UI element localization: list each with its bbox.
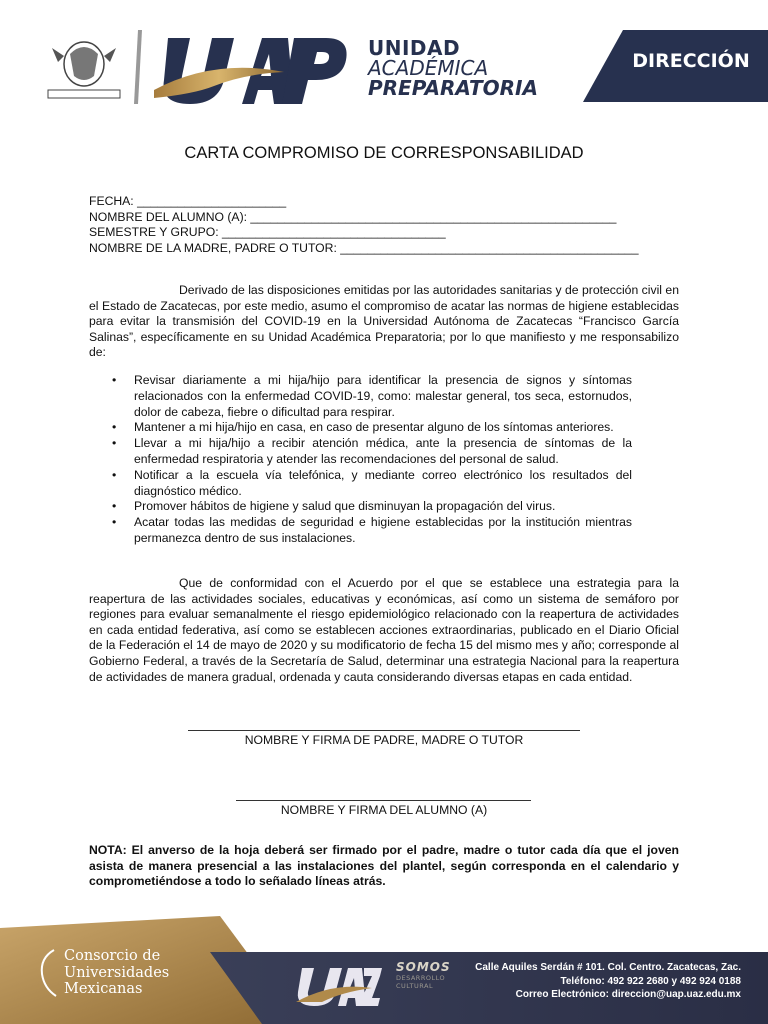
consorcio-line2: Universidades — [64, 964, 170, 981]
somos-line2: DESARROLLO — [396, 974, 446, 982]
parent-signature-label: NOMBRE Y FIRMA DE PADRE, MADRE O TUTOR — [244, 733, 524, 747]
unit-title — [368, 38, 538, 98]
list-item: • Acatar todas las medidas de seguridad e higiene establecidas por la institución mientras permanezca dentro de sus instalaciones. — [110, 515, 632, 547]
form-fields — [89, 194, 679, 256]
somos-line1: SOMOS — [396, 960, 451, 974]
intro-paragraph-text: Derivado de las disposiciones emitidas por las autoridades sanitarias y de protección civil en el Estado de Zacatecas, por este medio, asumo el compromiso de acatar las normas de higiene establecidas para evitar la transmisión del COVID-19 en la Universidad Autónoma de Zacatecas “Francisco García Salinas”, específicamente en su Unidad Académica Preparatoria; por lo que manifiesto y me responsabilizo de: — [89, 283, 679, 360]
letterhead — [0, 0, 768, 125]
list-item: • Notificar a la escuela vía telefónica, y mediante correo electrónico los resultados del diagnóstico médico. — [110, 468, 632, 500]
uaz-logo-icon — [292, 962, 382, 1008]
unit-title-line2: ACADÉMICA — [368, 56, 489, 80]
student-signature-label: NOMBRE Y FIRMA DEL ALUMNO (A) — [280, 803, 488, 817]
unit-title-line3: PREPARATORIA — [368, 76, 538, 100]
student-signature-line[interactable] — [236, 800, 531, 801]
student-name-field[interactable]: NOMBRE DEL ALUMNO (A): ______________________________________________________ — [89, 209, 617, 224]
address-text: Calle Aquiles Serdán # 101. Col. Centro. Zacatecas, Zac. — [475, 962, 741, 973]
uap-logo-icon — [134, 28, 354, 106]
commitment-list — [110, 373, 632, 547]
list-item: • Llevar a mi hija/hijo a recibir atención médica, ante la presencia de síntomas de la enfermedad respiratoria y atender las recomendaciones del personal de salud. — [110, 436, 632, 468]
consorcio-line3: Mexicanas — [64, 981, 143, 997]
somos-logo — [396, 960, 451, 990]
section-label: DIRECCIÓN — [632, 50, 750, 72]
intro-paragraph — [89, 283, 679, 361]
parent-signature-line[interactable] — [188, 730, 580, 731]
semester-group-field[interactable]: SEMESTRE Y GRUPO: _________________________________ — [89, 225, 446, 240]
date-field[interactable]: FECHA: ______________________ — [89, 194, 287, 208]
list-item: • Promover hábitos de higiene y salud que disminuyan la propagación del virus. — [110, 499, 632, 515]
note-text: NOTA: El anverso de la hoja deberá ser firmado por el padre, madre o tutor cada día que el joven asista de manera presencial a las instalaciones del plantel, según corresponda en el calendario y comprometiéndose a todo lo señalado líneas atrás. — [89, 843, 679, 889]
phone-text: Teléfono: 492 922 2680 y 492 924 0188 — [560, 975, 741, 987]
parent-signature-block — [0, 730, 768, 747]
university-seal-icon — [44, 36, 124, 100]
agreement-paragraph-text: Que de conformidad con el Acuerdo por el que se establece una estrategia para la reapertura de las actividades sociales, educativas y económicas, así como un sistema de semáforo por regiones para evaluar semanalmente el riesgo epidemiológico relacionado con la reapertura de actividades en cada entidad federativa, así como se establecen acciones extraordinarias, publicado en el Diario Oficial de la Federación el 14 de mayo de 2020 y su modificatorio de fecha 15 del mismo mes y año; corresponde al Gobierno Federal, a través de la Secretaría de Salud, determinar una estrategia Nacional para la reapertura de actividades de manera gradual, ordenada y cauta considerando diversas etapas en cada entidad. — [89, 576, 679, 684]
somos-line3: CULTURAL — [396, 982, 434, 990]
consorcio-mark-icon — [38, 948, 58, 998]
guardian-name-field[interactable]: NOMBRE DE LA MADRE, PADRE O TUTOR: ____________________________________________ — [89, 240, 639, 255]
document-title: CARTA COMPROMISO DE CORRESPONSABILIDAD — [184, 144, 584, 162]
list-item: • Revisar diariamente a mi hija/hijo para identificar la presencia de signos y síntomas relacionados con la enfermedad COVID-19, como: malestar general, tos seca, estornudos, dolor de cabeza, fiebre o dificultad para respirar. — [110, 373, 632, 420]
consorcio-line1: Consorcio de — [64, 948, 161, 964]
student-signature-block — [0, 800, 768, 817]
email-link[interactable]: Correo Electrónico: direccion@uap.uaz.edu.mx — [515, 989, 741, 1000]
list-item: • Mantener a mi hija/hijo en casa, en caso de presentar alguno de los síntomas anteriores. — [110, 420, 632, 436]
agreement-paragraph — [89, 576, 679, 685]
consorcio-logo — [48, 948, 169, 998]
contact-info — [475, 961, 741, 1002]
unit-title-line1: UNIDAD — [368, 36, 461, 60]
